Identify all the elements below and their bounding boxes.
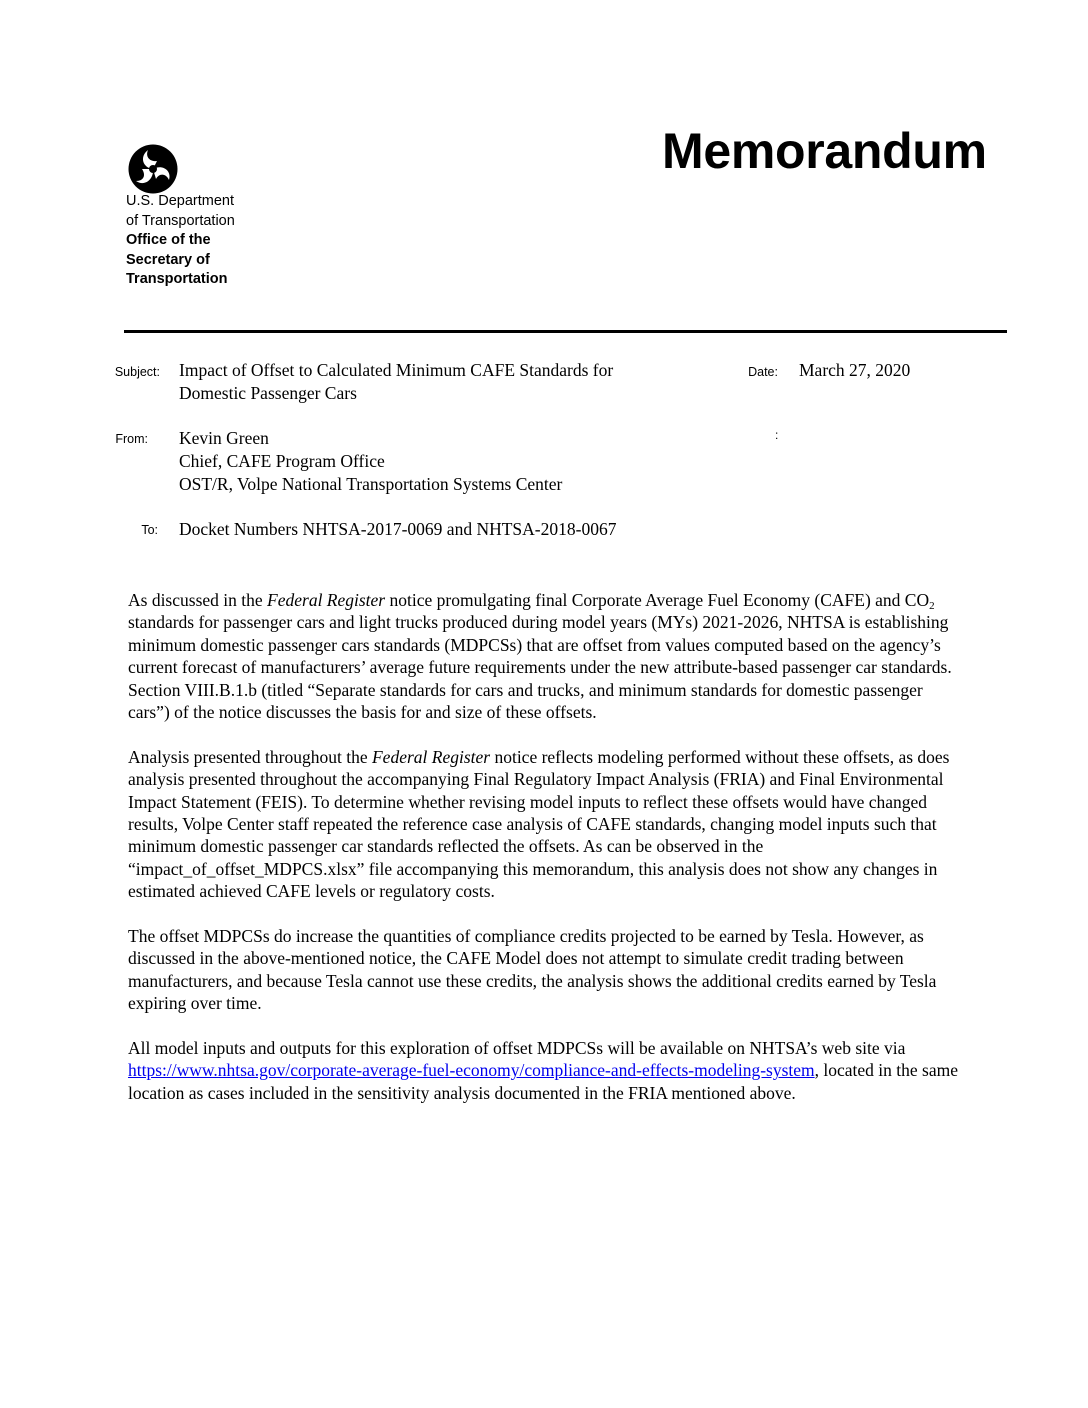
nhtsa-link[interactable]: https://www.nhtsa.gov/corporate-average-fuel-economy/compliance-and-effects-modeling-system (128, 1060, 815, 1081)
date-label: Date: (748, 365, 778, 379)
office-line-1: Office of the (126, 232, 211, 248)
from-label: From: (115, 432, 148, 446)
p2-text-a: Analysis presented throughout the (128, 746, 372, 767)
p1-text-c: notice promulgating final Corporate Average Fuel Economy (CAFE) and CO (385, 590, 930, 610)
p1-italic: Federal Register (267, 590, 386, 610)
p2-italic: Federal Register (371, 746, 491, 767)
from-value (179, 427, 562, 496)
p4-text-c: , located in the same location as cases included in the sensitivity analysis documented in the FRIA mentioned above. (128, 1060, 958, 1103)
to-label: To: (141, 523, 158, 537)
header-divider (124, 330, 1007, 333)
memo-body (128, 589, 964, 1127)
from-line-2: Chief, CAFE Program Office (179, 451, 385, 471)
department-block (126, 192, 235, 290)
subject-value (179, 359, 699, 405)
date-value: March 27, 2020 (799, 360, 911, 380)
subject-line-2: Domestic Passenger Cars (179, 383, 357, 403)
p1-subscript: 2 (929, 600, 935, 612)
colon-mark: : (775, 428, 779, 442)
office-line-3: Transportation (126, 271, 228, 287)
from-line-3: OST/R, Volpe National Transportation Systems Center (179, 474, 563, 494)
subject-line-1: Impact of Offset to Calculated Minimum CAFE Standards for (179, 360, 614, 380)
paragraph-2 (128, 746, 964, 903)
p2-text-c: notice reflects modeling performed without these offsets, as does analysis presented throughout the accompanying Final Regulatory Impact Analysis (FRIA) and Final Environmental Impact Statement (FEIS). To determine whether revising model inputs to reflect these offsets would have changed results, Volpe Center staff repeated the reference case analysis of CAFE standards, changing model inputs such that minimum domestic passenger car standards reflected the offsets. As can be observed in the “impact_of_offset_MDPCS.xlsx” file accompanying this memorandum, this analysis does not show any changes in estimated achieved CAFE levels or regulatory costs. (128, 746, 950, 902)
memo-title: Memorandum (662, 123, 987, 179)
p4-text-a: All model inputs and outputs for this exploration of offset MDPCSs will be available on NHTSA’s web site via (128, 1038, 906, 1059)
dot-triskelion-icon (128, 144, 178, 194)
dept-line-2: of Transportation (126, 212, 235, 229)
dept-line-1: U.S. Department (126, 193, 234, 209)
subject-label: Subject: (114, 365, 160, 379)
paragraph-4 (128, 1037, 964, 1104)
p1-text-a: As discussed in the (128, 590, 268, 610)
to-value: Docket Numbers NHTSA-2017-0069 and NHTSA-2018-0067 (179, 519, 617, 539)
from-line-1: Kevin Green (179, 428, 269, 448)
paragraph-1 (128, 589, 964, 723)
office-line-2: Secretary of (126, 251, 210, 268)
paragraph-3: The offset MDPCSs do increase the quantities of compliance credits projected to be earned by Tesla. However, as discussed in the above-mentioned notice, the CAFE Model does not attempt to simulate credit trading between manufacturers, and because Tesla cannot use these credits, the analysis shows the additional credits earned by Tesla expiring over time. (128, 926, 937, 1014)
p1-text-d: standards for passenger cars and light trucks produced during model years (MYs) 2021-2026, NHTSA is establishing minimum domestic passenger cars standards (MDPCSs) that are offset from values computed based on the agency’s current forecast of manufacturers’ average future requirements under the new attribute-based passenger car standards. Section VIII.B.1.b (titled “Separate standards for cars and trucks, and minimum standards for domestic passenger cars”) of the notice discusses the basis for and size of these offsets. (128, 612, 952, 723)
